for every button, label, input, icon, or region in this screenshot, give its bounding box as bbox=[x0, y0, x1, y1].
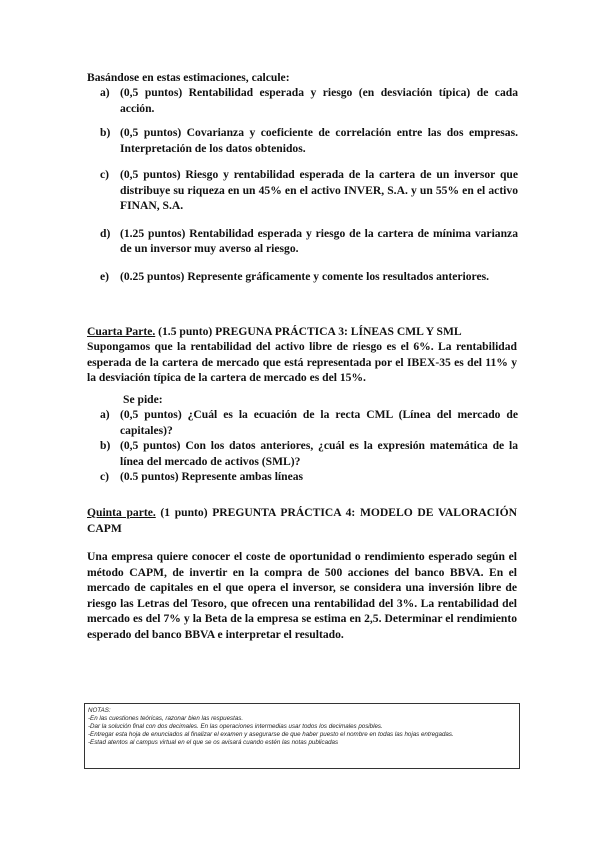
question-text: (0.25 puntos) Represente gráficamente y comente los resultados anteriores. bbox=[120, 269, 490, 283]
question-text: (0,5 puntos) Rentabilidad esperada y riesgo (en desviación típica) de cada acción. bbox=[120, 86, 518, 115]
notes-box bbox=[84, 703, 520, 769]
part5-heading-label: Quinta parte. bbox=[87, 506, 156, 519]
question-e bbox=[100, 269, 518, 285]
question-text: (1.25 puntos) Rentabilidad esperada y riesgo de la cartera de mínima varianza de un inversor muy averso al riesgo. bbox=[120, 226, 518, 255]
item-label: a) bbox=[100, 408, 110, 421]
question-a bbox=[100, 85, 518, 116]
question-label: c) bbox=[100, 168, 110, 181]
question-text: (0,5 puntos) Covarianza y coeficiente de correlación entre las dos empresas. Interpretación de los datos obtenidos. bbox=[120, 126, 518, 155]
question-label: d) bbox=[100, 226, 111, 240]
item-text: (0,5 puntos) ¿Cuál es la ecuación de la recta CML (Línea del mercado de capitales)? bbox=[120, 408, 518, 437]
part4-item-c bbox=[100, 469, 518, 485]
item-text: (0,5 puntos) Con los datos anteriores, ¿cuál es la expresión matemática de la línea del mercado de activos (SML)? bbox=[120, 439, 518, 468]
part4-item-a bbox=[100, 407, 518, 438]
part5-heading bbox=[87, 505, 517, 536]
part4-heading bbox=[87, 324, 517, 340]
notes-line: -Dar la solución final con dos decimales. En las operaciones intermedias usar todos los decimales posibles. bbox=[88, 723, 383, 731]
part4-item-b bbox=[100, 438, 518, 469]
part5-body: Una empresa quiere conocer el coste de oportunidad o rendimiento esperado según el método CAPM, de invertir en la compra de 500 acciones del banco BBVA. En el mercado de capitales en el que opera el inversor, se considera una inversión libre de riesgo las Letras del Tesoro, que ofrecen una rentabilidad del 3%. La rentabilidad del mercado es del 7% y la Beta de la empresa se estima en 2,5. Determinar el rendimiento esperado del banco BBVA e interpretar el resultado. bbox=[87, 550, 517, 641]
question-c bbox=[100, 167, 518, 214]
part4-body: Supongamos que la rentabilidad del activo libre de riesgo es el 6%. La rentabilidad esperada de la cartera de mercado que está representada por el IBEX-35 es del 11% y la desviación típica de la cartera de mercado es del 15%. bbox=[87, 340, 517, 384]
part4-heading-title: (1.5 punto) PREGUNA PRÁCTICA 3: LÍNEAS CML Y SML bbox=[155, 325, 462, 338]
question-label: e) bbox=[100, 269, 110, 283]
part4-heading-label: Cuarta Parte. bbox=[87, 325, 156, 338]
item-label: b) bbox=[100, 439, 111, 452]
notes-title: NOTAS: bbox=[88, 707, 111, 714]
part4-items-list bbox=[100, 407, 518, 485]
part4-ask: Se pide: bbox=[123, 393, 163, 406]
item-label: c) bbox=[100, 470, 110, 483]
notes-line: -En las cuestiones teóricas, razonar bien las respuestas. bbox=[88, 715, 244, 723]
question-text: (0,5 puntos) Riesgo y rentabilidad esperada de la cartera de un inversor que distribuye su riqueza en un 45% en el activo INVER, S.A. y un 55% en el activo FINAN, S.A. bbox=[120, 168, 518, 212]
question-b bbox=[100, 125, 518, 156]
notes-line: -Estad atentos al campus virtual en el que se os avisará cuando estén las notas publicadas bbox=[88, 739, 339, 747]
item-text: (0.5 puntos) Represente ambas líneas bbox=[120, 470, 304, 483]
question-label: a) bbox=[100, 86, 110, 99]
intro-text: Basándose en estas estimaciones, calcule: bbox=[87, 71, 290, 84]
notes-line: -Entregar esta hoja de enunciados al finalizar el examen y asegurarse de que haber puesto el nombre en todas las hojas entregadas. bbox=[88, 731, 454, 739]
question-label: b) bbox=[100, 126, 111, 139]
question-d bbox=[100, 226, 518, 257]
part5-heading-title: (1 punto) PREGUNTA PRÁCTICA 4: MODELO DE VALORACIÓN CAPM bbox=[87, 506, 517, 535]
questions-list bbox=[100, 85, 518, 284]
